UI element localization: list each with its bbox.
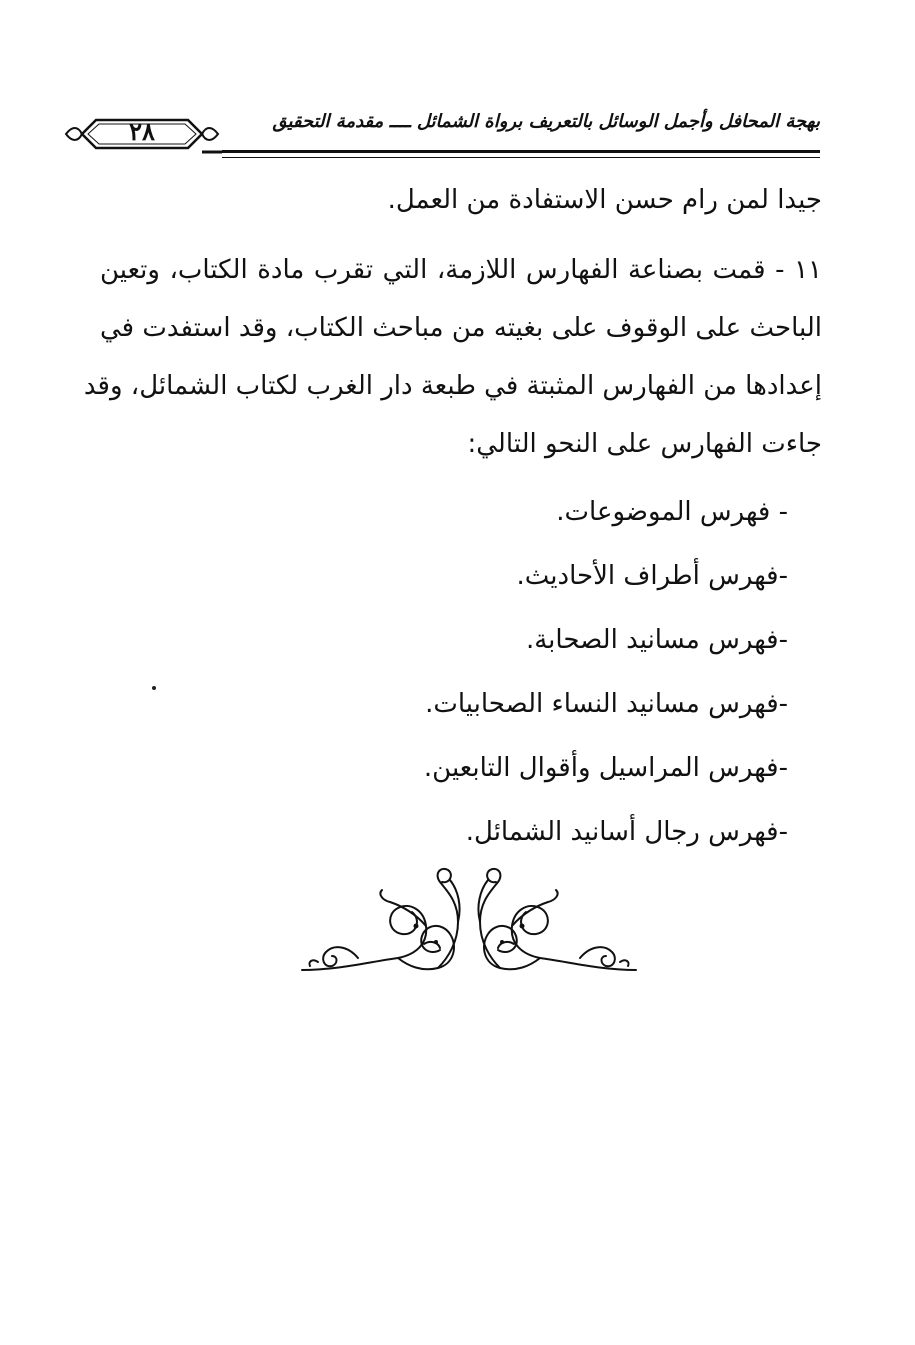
list-item: -فهرس مسانيد الصحابة. bbox=[525, 625, 788, 655]
header-divider bbox=[222, 150, 820, 158]
list-item: -فهرس المراسيل وأقوال التابعين. bbox=[423, 753, 788, 783]
list-item: - فهرس الموضوعات. bbox=[556, 497, 788, 527]
speck bbox=[152, 686, 156, 690]
main-text bbox=[83, 178, 822, 874]
running-header bbox=[62, 108, 820, 168]
index-list bbox=[100, 490, 822, 874]
list-item: -فهرس مسانيد النساء الصحابيات. bbox=[425, 689, 788, 719]
page-number-badge bbox=[62, 112, 222, 152]
paragraph-line: ١١ - قمت بصناعة الفهارس اللازمة، التي تقرب مادة الكتاب، وتعين bbox=[100, 255, 822, 285]
floral-ornament-icon bbox=[298, 862, 640, 982]
paragraph-line: إعدادها من الفهارس المثبتة في طبعة دار الغرب لكتاب الشمائل، وقد bbox=[83, 371, 822, 401]
paragraph-line: الباحث على الوقوف على بغيته من مباحث الكتاب، وقد استفدت في bbox=[100, 313, 822, 343]
list-item: -فهرس أطراف الأحاديث. bbox=[516, 561, 788, 591]
list-item: -فهرس رجال أسانيد الشمائل. bbox=[465, 817, 788, 847]
paragraph-line: جاءت الفهارس على النحو التالي: bbox=[467, 429, 822, 459]
header-title: بهجة المحافل وأجمل الوسائل بالتعريف برواة الشمائل ــــ مقدمة التحقيق bbox=[272, 111, 820, 132]
page-number: ٢٨ bbox=[129, 117, 155, 146]
continuation-line: جيدا لمن رام حسن الاستفادة من العمل. bbox=[387, 185, 822, 215]
